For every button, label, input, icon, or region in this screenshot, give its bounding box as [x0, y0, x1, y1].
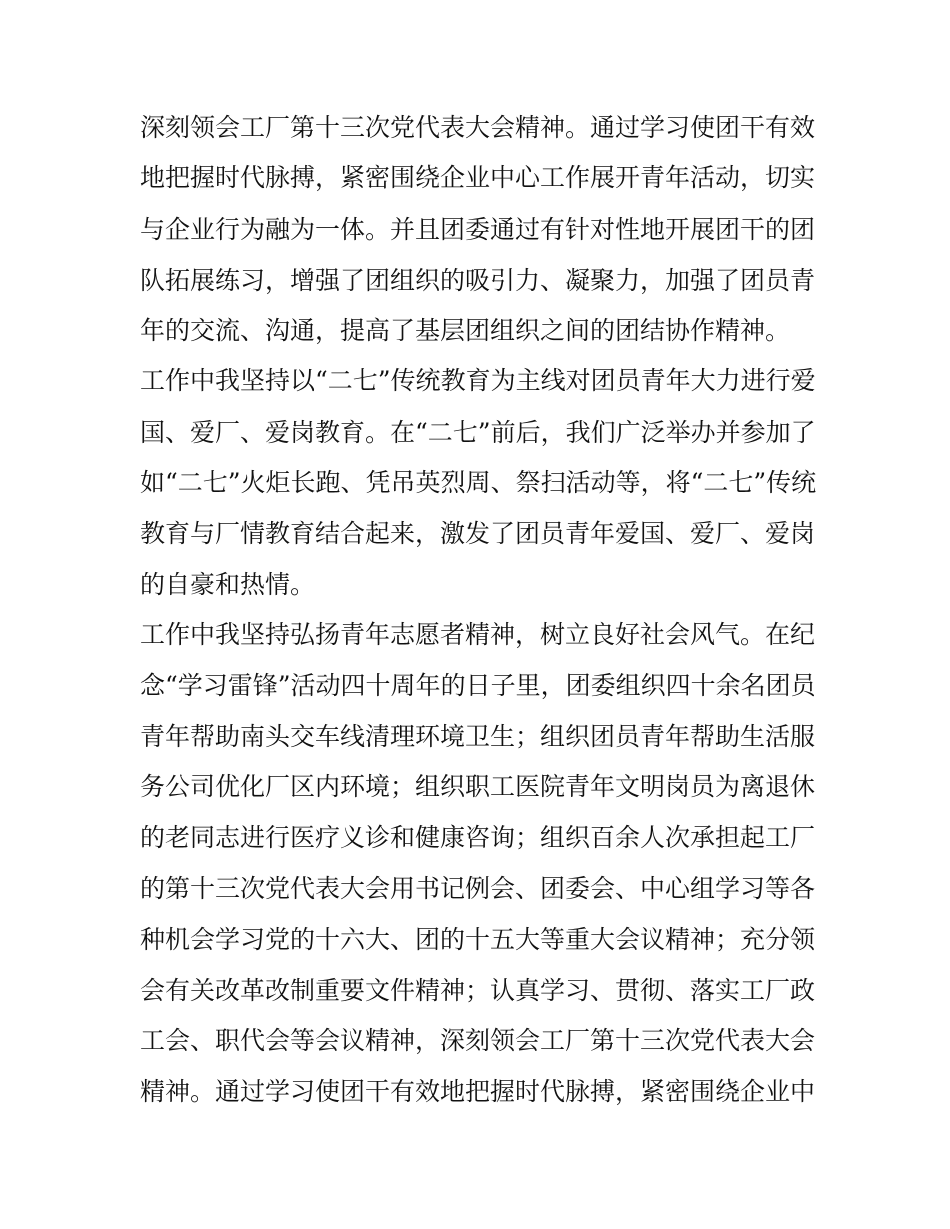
- text-line: 国、爱厂、爱岗教育。在“二七”前后，我们广泛举办并参加了: [140, 418, 816, 447]
- text-line: 教育与厂情教育结合起来，激发了团员青年爱国、爱厂、爱岗: [140, 519, 816, 548]
- text-line: 的自豪和热情。: [140, 570, 316, 599]
- text-line: 工作中我坚持弘扬青年志愿者精神，树立良好社会风气。在纪: [140, 620, 816, 649]
- text-line: 会有关改革改制重要文件精神；认真学习、贯彻、落实工厂政: [140, 976, 816, 1005]
- text-line: 如“二七”火炬长跑、凭吊英烈周、祭扫活动等，将“二七”传统: [140, 468, 817, 497]
- text-line: 精神。通过学习使团干有效地把握时代脉搏，紧密围绕企业中: [140, 1077, 816, 1106]
- text-line: 种机会学习党的十六大、团的十五大等重大会议精神；充分领: [140, 925, 816, 954]
- text-line: 年的交流、沟通，提高了基层团组织之间的团结协作精神。: [140, 316, 791, 345]
- text-line: 地把握时代脉搏，紧密围绕企业中心工作展开青年活动，切实: [140, 163, 816, 192]
- text-line: 工会、职代会等会议精神，深刻领会工厂第十三次党代表大会: [140, 1026, 816, 1055]
- text-line: 青年帮助南头交车线清理环境卫生；组织团员青年帮助生活服: [140, 722, 816, 751]
- text-line: 念“学习雷锋”活动四十周年的日子里，团委组织四十余名团员: [140, 671, 816, 700]
- text-line: 的第十三次党代表大会用书记例会、团委会、中心组学习等各: [140, 874, 816, 903]
- text-line: 务公司优化厂区内环境；组织职工医院青年文明岗员为离退休: [140, 772, 816, 801]
- text-line: 与企业行为融为一体。并且团委通过有针对性地开展团干的团: [140, 215, 816, 244]
- text-line: 深刻领会工厂第十三次党代表大会精神。通过学习使团干有效: [140, 113, 816, 142]
- text-line: 的老同志进行医疗义诊和健康咨询；组织百余人次承担起工厂: [140, 823, 816, 852]
- text-line: 工作中我坚持以“二七”传统教育为主线对团员青年大力进行爱: [140, 366, 816, 395]
- text-line: 队拓展练习，增强了团组织的吸引力、凝聚力，加强了团员青: [140, 266, 816, 295]
